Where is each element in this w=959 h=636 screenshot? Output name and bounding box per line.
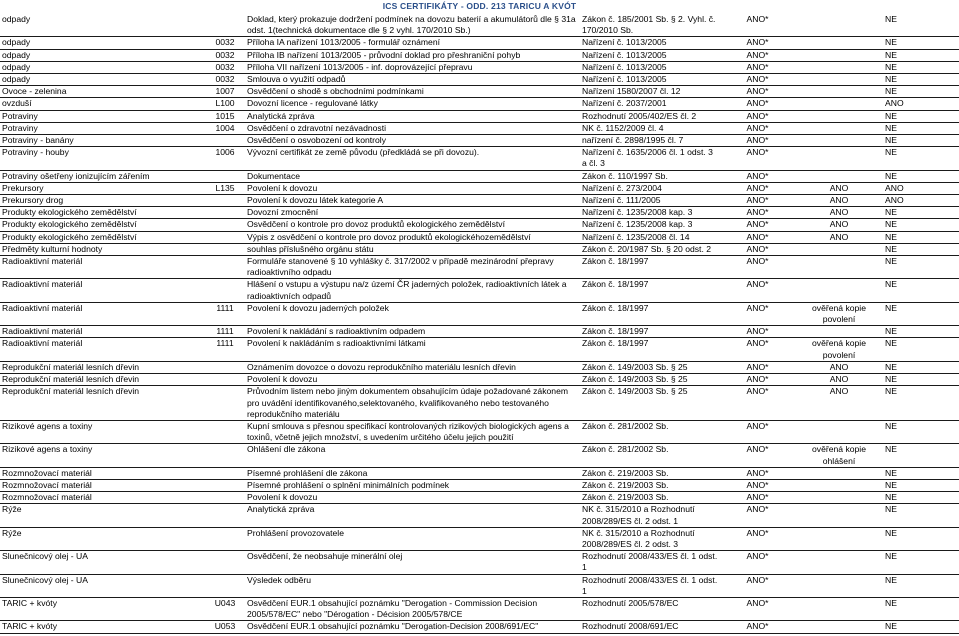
flag-cell: NE bbox=[883, 338, 959, 361]
required-cell: ANO* bbox=[720, 621, 795, 633]
certificates-table bbox=[0, 14, 959, 634]
flag-cell: NE bbox=[883, 219, 959, 231]
legal-basis-cell: Nařízení č. 111/2005 bbox=[580, 195, 720, 207]
document-cell: Dovozní licence - regulované látky bbox=[245, 98, 580, 110]
category-cell: odpady bbox=[0, 37, 205, 49]
document-cell: Ohlášení dle zákona bbox=[245, 444, 580, 467]
table-row bbox=[0, 14, 959, 37]
legal-basis-cell: Zákon č. 149/2003 Sb. § 25 bbox=[580, 374, 720, 386]
legal-basis-cell: Nařízení č. 1013/2005 bbox=[580, 49, 720, 61]
flag-cell: NE bbox=[883, 37, 959, 49]
attachment-cell bbox=[795, 597, 883, 620]
attachment-cell: ANO bbox=[795, 386, 883, 421]
flag-cell: NE bbox=[883, 326, 959, 338]
table-row bbox=[0, 61, 959, 73]
required-cell: ANO* bbox=[720, 122, 795, 134]
required-cell: ANO* bbox=[720, 574, 795, 597]
document-cell: Analytická zpráva bbox=[245, 504, 580, 527]
category-cell: Slunečnicový olej - UA bbox=[0, 551, 205, 574]
legal-basis-cell: nařízení č. 2898/1995 čl. 7 bbox=[580, 135, 720, 147]
category-cell: Rýže bbox=[0, 504, 205, 527]
attachment-cell: ověřená kopie ohlášení bbox=[795, 444, 883, 467]
required-cell: ANO* bbox=[720, 61, 795, 73]
document-cell: Povolení k nakládání s radioaktivním odpadem bbox=[245, 326, 580, 338]
code-cell bbox=[205, 420, 245, 443]
legal-basis-cell: Zákon č. 185/2001 Sb. § 2. Vyhl. č. 170/2010 Sb. bbox=[580, 14, 720, 37]
table-row bbox=[0, 386, 959, 421]
flag-cell: NE bbox=[883, 551, 959, 574]
code-cell bbox=[205, 386, 245, 421]
table-row bbox=[0, 207, 959, 219]
document-cell: Analytická zpráva bbox=[245, 110, 580, 122]
legal-basis-cell: Zákon č. 281/2002 Sb. bbox=[580, 444, 720, 467]
category-cell: Potraviny - banány bbox=[0, 135, 205, 147]
table-row bbox=[0, 98, 959, 110]
attachment-cell bbox=[795, 147, 883, 170]
required-cell: ANO* bbox=[720, 444, 795, 467]
code-cell bbox=[205, 135, 245, 147]
attachment-cell bbox=[795, 122, 883, 134]
required-cell: ANO* bbox=[720, 14, 795, 37]
category-cell: Potraviny - houby bbox=[0, 147, 205, 170]
flag-cell: NE bbox=[883, 574, 959, 597]
legal-basis-cell: Nařízení č. 1013/2005 bbox=[580, 37, 720, 49]
header-title: ICS CERTIFIKÁTY - ODD. 213 TARICU A KVÓT bbox=[382, 1, 577, 11]
table-row bbox=[0, 551, 959, 574]
code-cell: 1111 bbox=[205, 326, 245, 338]
code-cell bbox=[205, 527, 245, 550]
attachment-cell bbox=[795, 256, 883, 279]
category-cell: Produkty ekologického zemědělství bbox=[0, 231, 205, 243]
attachment-cell: ověřená kopie povolení bbox=[795, 338, 883, 361]
required-cell: ANO* bbox=[720, 49, 795, 61]
table-row bbox=[0, 170, 959, 182]
flag-cell: NE bbox=[883, 74, 959, 86]
code-cell: 1015 bbox=[205, 110, 245, 122]
document-cell: Výpis z osvědčení o kontrole pro dovoz produktů ekologickéhozemědělství bbox=[245, 231, 580, 243]
attachment-cell bbox=[795, 479, 883, 491]
flag-cell: NE bbox=[883, 14, 959, 37]
required-cell: ANO* bbox=[720, 597, 795, 620]
legal-basis-cell: Rozhodnutí 2005/402/ES čl. 2 bbox=[580, 110, 720, 122]
code-cell: 0032 bbox=[205, 74, 245, 86]
category-cell: Rýže bbox=[0, 527, 205, 550]
attachment-cell: ANO bbox=[795, 361, 883, 373]
legal-basis-cell: Zákon č. 18/1997 bbox=[580, 326, 720, 338]
code-cell: 1006 bbox=[205, 147, 245, 170]
required-cell: ANO* bbox=[720, 467, 795, 479]
flag-cell: NE bbox=[883, 243, 959, 255]
document-cell: Osvědčení, že neobsahuje minerální olej bbox=[245, 551, 580, 574]
attachment-cell bbox=[795, 37, 883, 49]
required-cell: ANO* bbox=[720, 147, 795, 170]
category-cell: Ovoce - zelenina bbox=[0, 86, 205, 98]
flag-cell: NE bbox=[883, 420, 959, 443]
table-row bbox=[0, 326, 959, 338]
required-cell: ANO* bbox=[720, 243, 795, 255]
document-cell: Povolení k dovozu látek kategorie A bbox=[245, 195, 580, 207]
category-cell: Potraviny ošetřeny ionizujícím zářením bbox=[0, 170, 205, 182]
document-cell: souhlas příslušného orgánu státu bbox=[245, 243, 580, 255]
attachment-cell bbox=[795, 98, 883, 110]
legal-basis-cell: Nařízení č. 1013/2005 bbox=[580, 74, 720, 86]
code-cell bbox=[205, 14, 245, 37]
document-cell: Osvědčení o zdravotní nezávadnosti bbox=[245, 122, 580, 134]
table-row bbox=[0, 74, 959, 86]
legal-basis-cell: Zákon č. 110/1997 Sb. bbox=[580, 170, 720, 182]
legal-basis-cell: NK č. 315/2010 a Rozhodnutí 2008/289/ES čl. 2 odst. 1 bbox=[580, 504, 720, 527]
document-cell: Povolení k nakládáním s radioaktivními látkami bbox=[245, 338, 580, 361]
flag-cell: NE bbox=[883, 479, 959, 491]
table-row bbox=[0, 243, 959, 255]
attachment-cell bbox=[795, 74, 883, 86]
attachment-cell bbox=[795, 49, 883, 61]
attachment-cell bbox=[795, 326, 883, 338]
document-cell: Osvědčení o kontrole pro dovoz produktů ekologického zemědělství bbox=[245, 219, 580, 231]
table-row bbox=[0, 195, 959, 207]
flag-cell: NE bbox=[883, 231, 959, 243]
legal-basis-cell: NK č. 315/2010 a Rozhodnutí 2008/289/ES čl. 2 odst. 3 bbox=[580, 527, 720, 550]
document-cell: Příloha VII nařízení 1013/2005 - inf. doprovázející přepravu bbox=[245, 61, 580, 73]
flag-cell: NE bbox=[883, 361, 959, 373]
legal-basis-cell: Nařízení 1580/2007 čl. 12 bbox=[580, 86, 720, 98]
flag-cell: ANO bbox=[883, 195, 959, 207]
table-row bbox=[0, 467, 959, 479]
legal-basis-cell: Nařízení č. 1235/2008 kap. 3 bbox=[580, 219, 720, 231]
code-cell: 1111 bbox=[205, 302, 245, 325]
document-cell: Povolení k dovozu bbox=[245, 492, 580, 504]
required-cell: ANO* bbox=[720, 170, 795, 182]
flag-cell: NE bbox=[883, 444, 959, 467]
attachment-cell bbox=[795, 279, 883, 302]
category-cell: Radioaktivní materiál bbox=[0, 338, 205, 361]
attachment-cell bbox=[795, 527, 883, 550]
table-row bbox=[0, 574, 959, 597]
code-cell bbox=[205, 492, 245, 504]
category-cell: TARIC + kvóty bbox=[0, 621, 205, 633]
document-cell: Vývozní certifikát ze země původu (předkládá se při dovozu). bbox=[245, 147, 580, 170]
flag-cell: NE bbox=[883, 49, 959, 61]
document-cell: Smlouva o využití odpadů bbox=[245, 74, 580, 86]
flag-cell: NE bbox=[883, 374, 959, 386]
attachment-cell bbox=[795, 492, 883, 504]
code-cell: 0032 bbox=[205, 49, 245, 61]
code-cell: 1004 bbox=[205, 122, 245, 134]
required-cell: ANO* bbox=[720, 386, 795, 421]
legal-basis-cell: Zákon č. 219/2003 Sb. bbox=[580, 479, 720, 491]
category-cell: Produkty ekologického zemědělství bbox=[0, 219, 205, 231]
code-cell bbox=[205, 467, 245, 479]
attachment-cell: ANO bbox=[795, 219, 883, 231]
code-cell bbox=[205, 243, 245, 255]
attachment-cell bbox=[795, 574, 883, 597]
category-cell: Slunečnicový olej - UA bbox=[0, 574, 205, 597]
flag-cell: NE bbox=[883, 135, 959, 147]
category-cell: Prekursory bbox=[0, 182, 205, 194]
legal-basis-cell: Zákon č. 219/2003 Sb. bbox=[580, 492, 720, 504]
legal-basis-cell: Nařízení č. 1013/2005 bbox=[580, 61, 720, 73]
document-cell: Kupní smlouva s přesnou specifikací kontrolovaných rizikových biologických agens a toxinů, včetně jejich množství, s uvedením určitého účelu jejich použití bbox=[245, 420, 580, 443]
flag-cell: NE bbox=[883, 256, 959, 279]
attachment-cell bbox=[795, 467, 883, 479]
document-cell: Písemné prohlášení o splnění minimálních podmínek bbox=[245, 479, 580, 491]
required-cell: ANO* bbox=[720, 338, 795, 361]
attachment-cell bbox=[795, 135, 883, 147]
attachment-cell bbox=[795, 504, 883, 527]
table-row bbox=[0, 621, 959, 633]
document-cell: Doklad, který prokazuje dodržení podmínek na dovozu baterií a akumulátorů dle § 31a odst. 1(technická dokumentace dle § 2 vyhl. 170/2010 Sb.) bbox=[245, 14, 580, 37]
legal-basis-cell: Nařízení č. 273/2004 bbox=[580, 182, 720, 194]
flag-cell: NE bbox=[883, 504, 959, 527]
table-row bbox=[0, 135, 959, 147]
required-cell: ANO* bbox=[720, 74, 795, 86]
document-cell: Povolení k dovozu bbox=[245, 182, 580, 194]
legal-basis-cell: Rozhodnutí 2005/578/EC bbox=[580, 597, 720, 620]
attachment-cell: ANO bbox=[795, 231, 883, 243]
code-cell bbox=[205, 207, 245, 219]
document-cell: Oznámením dovozce o dovozu reprodukčního materiálu lesních dřevin bbox=[245, 361, 580, 373]
attachment-cell: ANO bbox=[795, 195, 883, 207]
table-row bbox=[0, 122, 959, 134]
attachment-cell bbox=[795, 14, 883, 37]
code-cell bbox=[205, 551, 245, 574]
required-cell: ANO* bbox=[720, 279, 795, 302]
document-cell: Osvědčení o osvobození od kontroly bbox=[245, 135, 580, 147]
document-cell: Povolení k dovozu bbox=[245, 374, 580, 386]
flag-cell: ANO bbox=[883, 98, 959, 110]
legal-basis-cell: Zákon č. 149/2003 Sb. § 25 bbox=[580, 361, 720, 373]
table-row bbox=[0, 420, 959, 443]
attachment-cell bbox=[795, 243, 883, 255]
document-cell: Osvědčení EUR.1 obsahující poznámku "Derogation - Commission Decision 2005/578/EC" nebo "Dérogation - Décision 2005/578/CE bbox=[245, 597, 580, 620]
flag-cell: NE bbox=[883, 61, 959, 73]
table-row bbox=[0, 110, 959, 122]
flag-cell: NE bbox=[883, 279, 959, 302]
table-row bbox=[0, 147, 959, 170]
table-row bbox=[0, 86, 959, 98]
table-row bbox=[0, 444, 959, 467]
attachment-cell: ANO bbox=[795, 207, 883, 219]
document-cell: Osvědčení EUR.1 obsahující poznámku "Derogation-Decision 2008/691/EC" bbox=[245, 621, 580, 633]
table-row bbox=[0, 279, 959, 302]
required-cell: ANO* bbox=[720, 207, 795, 219]
flag-cell: NE bbox=[883, 467, 959, 479]
code-cell bbox=[205, 195, 245, 207]
document-cell: Příloha IB nařízení 1013/2005 - průvodní doklad pro přeshraniční pohyb bbox=[245, 49, 580, 61]
category-cell: ovzduší bbox=[0, 98, 205, 110]
document-cell: Hlášení o vstupu a výstupu na/z území ČR jaderných položek, radioaktivních látek a radioaktivních odpadů bbox=[245, 279, 580, 302]
attachment-cell bbox=[795, 420, 883, 443]
attachment-cell: ověřená kopie povolení bbox=[795, 302, 883, 325]
required-cell: ANO* bbox=[720, 37, 795, 49]
legal-basis-cell: Nařízení č. 1235/2008 kap. 3 bbox=[580, 207, 720, 219]
table-row bbox=[0, 374, 959, 386]
category-cell: Reprodukční materiál lesních dřevin bbox=[0, 374, 205, 386]
code-cell bbox=[205, 279, 245, 302]
table-row bbox=[0, 231, 959, 243]
code-cell bbox=[205, 479, 245, 491]
category-cell: Rizikové agens a toxiny bbox=[0, 444, 205, 467]
code-cell: 1111 bbox=[205, 338, 245, 361]
table-row bbox=[0, 302, 959, 325]
table-row bbox=[0, 597, 959, 620]
table-row bbox=[0, 504, 959, 527]
flag-cell: NE bbox=[883, 302, 959, 325]
code-cell bbox=[205, 219, 245, 231]
table-row bbox=[0, 49, 959, 61]
category-cell: Radioaktivní materiál bbox=[0, 256, 205, 279]
document-cell: Výsledek odběru bbox=[245, 574, 580, 597]
table-row bbox=[0, 219, 959, 231]
document-cell: Prohlášení provozovatele bbox=[245, 527, 580, 550]
required-cell: ANO* bbox=[720, 479, 795, 491]
category-cell: odpady bbox=[0, 49, 205, 61]
category-cell: Předměty kulturní hodnoty bbox=[0, 243, 205, 255]
code-cell bbox=[205, 504, 245, 527]
flag-cell: NE bbox=[883, 527, 959, 550]
category-cell: Reprodukční materiál lesních dřevin bbox=[0, 386, 205, 421]
category-cell: Produkty ekologického zemědělství bbox=[0, 207, 205, 219]
category-cell: Radioaktivní materiál bbox=[0, 326, 205, 338]
legal-basis-cell: Zákon č. 18/1997 bbox=[580, 302, 720, 325]
required-cell: ANO* bbox=[720, 302, 795, 325]
attachment-cell bbox=[795, 86, 883, 98]
attachment-cell: ANO bbox=[795, 374, 883, 386]
code-cell: 0032 bbox=[205, 37, 245, 49]
code-cell bbox=[205, 444, 245, 467]
category-cell: odpady bbox=[0, 61, 205, 73]
code-cell bbox=[205, 231, 245, 243]
flag-cell: NE bbox=[883, 207, 959, 219]
legal-basis-cell: Nařízení č. 1635/2006 čl. 1 odst. 3 a čl. 3 bbox=[580, 147, 720, 170]
document-cell: Dokumentace bbox=[245, 170, 580, 182]
page-header bbox=[0, 0, 959, 12]
legal-basis-cell: Zákon č. 219/2003 Sb. bbox=[580, 467, 720, 479]
attachment-cell bbox=[795, 170, 883, 182]
code-cell: U043 bbox=[205, 597, 245, 620]
code-cell: L135 bbox=[205, 182, 245, 194]
attachment-cell bbox=[795, 61, 883, 73]
required-cell: ANO* bbox=[720, 361, 795, 373]
flag-cell: NE bbox=[883, 122, 959, 134]
code-cell bbox=[205, 256, 245, 279]
flag-cell: NE bbox=[883, 147, 959, 170]
table-row bbox=[0, 479, 959, 491]
legal-basis-cell: Zákon č. 18/1997 bbox=[580, 279, 720, 302]
code-cell bbox=[205, 170, 245, 182]
category-cell: TARIC + kvóty bbox=[0, 597, 205, 620]
flag-cell: NE bbox=[883, 621, 959, 633]
category-cell: Radioaktivní materiál bbox=[0, 279, 205, 302]
legal-basis-cell: Nařízení č. 1235/2008 čl. 14 bbox=[580, 231, 720, 243]
legal-basis-cell: Rozhodnutí 2008/691/EC bbox=[580, 621, 720, 633]
legal-basis-cell: Rozhodnutí 2008/433/ES čl. 1 odst. 1 bbox=[580, 551, 720, 574]
required-cell: ANO* bbox=[720, 420, 795, 443]
required-cell: ANO* bbox=[720, 527, 795, 550]
category-cell: Rozmnožovací materiál bbox=[0, 479, 205, 491]
flag-cell: ANO bbox=[883, 182, 959, 194]
category-cell: Rozmnožovací materiál bbox=[0, 467, 205, 479]
attachment-cell: ANO bbox=[795, 182, 883, 194]
required-cell: ANO* bbox=[720, 374, 795, 386]
flag-cell: NE bbox=[883, 86, 959, 98]
legal-basis-cell: Zákon č. 20/1987 Sb. § 20 odst. 2 bbox=[580, 243, 720, 255]
required-cell: ANO* bbox=[720, 86, 795, 98]
category-cell: Prekursory drog bbox=[0, 195, 205, 207]
flag-cell: NE bbox=[883, 110, 959, 122]
table-row bbox=[0, 492, 959, 504]
table-row bbox=[0, 256, 959, 279]
required-cell: ANO* bbox=[720, 256, 795, 279]
flag-cell: NE bbox=[883, 597, 959, 620]
document-cell: Povolení k dovozu jaderných položek bbox=[245, 302, 580, 325]
document-cell: Písemné prohlášení dle zákona bbox=[245, 467, 580, 479]
required-cell: ANO* bbox=[720, 195, 795, 207]
legal-basis-cell: Nařízení č. 2037/2001 bbox=[580, 98, 720, 110]
code-cell bbox=[205, 361, 245, 373]
category-cell: Rizikové agens a toxiny bbox=[0, 420, 205, 443]
table-row bbox=[0, 527, 959, 550]
legal-basis-cell: Zákon č. 149/2003 Sb. § 25 bbox=[580, 386, 720, 421]
document-cell: Příloha IA nařízení 1013/2005 - formulář oznámení bbox=[245, 37, 580, 49]
attachment-cell bbox=[795, 110, 883, 122]
legal-basis-cell: Zákon č. 18/1997 bbox=[580, 256, 720, 279]
attachment-cell bbox=[795, 621, 883, 633]
document-cell: Průvodním listem nebo jiným dokumentem obsahujícím údaje požadované zákonem pro uvádění identifikovaného,selektovaného, kvalifikovaného nebo testovaného reprodukčního materiálu bbox=[245, 386, 580, 421]
category-cell: odpady bbox=[0, 14, 205, 37]
category-cell: Radioaktivní materiál bbox=[0, 302, 205, 325]
flag-cell: NE bbox=[883, 170, 959, 182]
code-cell bbox=[205, 374, 245, 386]
legal-basis-cell: Rozhodnutí 2008/433/ES čl. 1 odst. 1 bbox=[580, 574, 720, 597]
required-cell: ANO* bbox=[720, 551, 795, 574]
required-cell: ANO* bbox=[720, 98, 795, 110]
required-cell: ANO* bbox=[720, 231, 795, 243]
legal-basis-cell: Zákon č. 18/1997 bbox=[580, 338, 720, 361]
required-cell: ANO* bbox=[720, 504, 795, 527]
flag-cell: NE bbox=[883, 386, 959, 421]
table-row bbox=[0, 37, 959, 49]
category-cell: Potraviny bbox=[0, 122, 205, 134]
document-cell: Dovozní zmocnění bbox=[245, 207, 580, 219]
legal-basis-cell: NK č. 1152/2009 čl. 4 bbox=[580, 122, 720, 134]
category-cell: Rozmnožovací materiál bbox=[0, 492, 205, 504]
required-cell: ANO* bbox=[720, 326, 795, 338]
required-cell: ANO* bbox=[720, 135, 795, 147]
category-cell: Reprodukční materiál lesních dřevin bbox=[0, 361, 205, 373]
category-cell: Potraviny bbox=[0, 110, 205, 122]
table-row bbox=[0, 182, 959, 194]
required-cell: ANO* bbox=[720, 492, 795, 504]
code-cell bbox=[205, 574, 245, 597]
code-cell: U053 bbox=[205, 621, 245, 633]
required-cell: ANO* bbox=[720, 182, 795, 194]
table-row bbox=[0, 361, 959, 373]
attachment-cell bbox=[795, 551, 883, 574]
category-cell: odpady bbox=[0, 74, 205, 86]
flag-cell: NE bbox=[883, 492, 959, 504]
document-cell: Osvědčení o shodě s obchodními podmínkami bbox=[245, 86, 580, 98]
code-cell: L100 bbox=[205, 98, 245, 110]
required-cell: ANO* bbox=[720, 110, 795, 122]
required-cell: ANO* bbox=[720, 219, 795, 231]
code-cell: 1007 bbox=[205, 86, 245, 98]
code-cell: 0032 bbox=[205, 61, 245, 73]
legal-basis-cell: Zákon č. 281/2002 Sb. bbox=[580, 420, 720, 443]
table-row bbox=[0, 338, 959, 361]
document-cell: Formuláře stanovené § 10 vyhlášky č. 317/2002 v případě mezinárodní přepravy radioaktivního odpadu bbox=[245, 256, 580, 279]
